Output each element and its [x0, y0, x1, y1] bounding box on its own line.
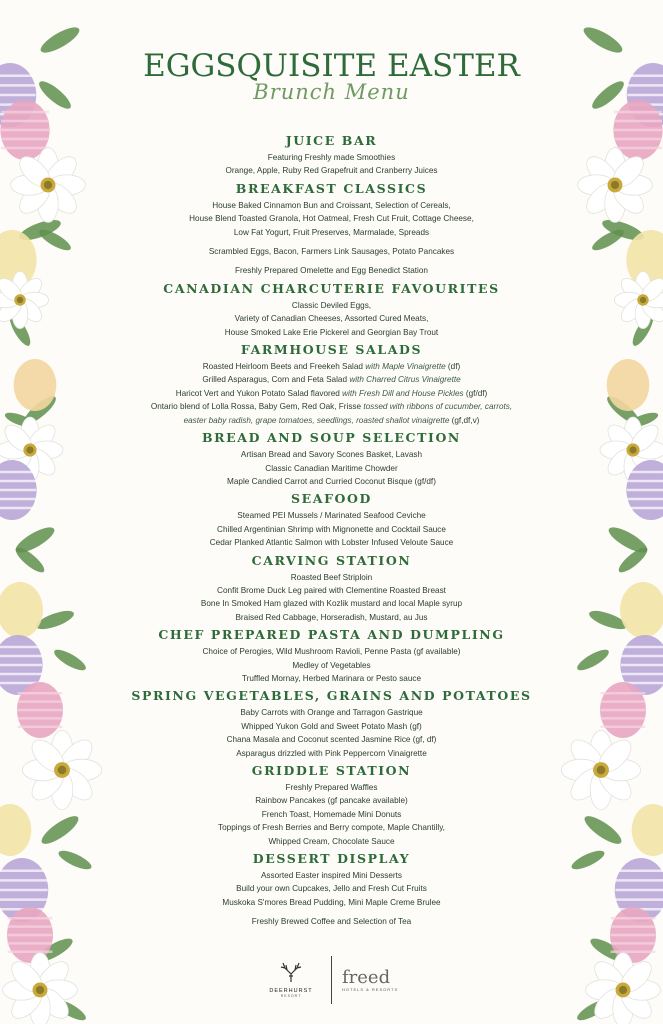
item-text: Muskoka S'mores Bread Pudding, Mini Maple Creme Brulee	[222, 897, 441, 907]
item-text: (df)	[445, 362, 461, 372]
easter-egg-icon	[17, 682, 63, 738]
menu-section	[130, 763, 533, 848]
white-flower-icon	[561, 730, 640, 809]
logo-divider	[331, 956, 332, 1004]
freed-name: freed	[342, 966, 391, 988]
item-text: Maple Candied Carrot and Curried Coconut Bisque (gf/df)	[227, 476, 436, 486]
menu-item	[130, 611, 533, 624]
item-text: Whipped Cream, Chocolate Sauce	[268, 836, 395, 846]
menu-title: EGGSQUISITE EASTER	[143, 48, 520, 84]
white-flower-icon	[11, 148, 86, 223]
menu-body	[130, 130, 533, 929]
freed-sub: HOTELS & RESORTS	[342, 986, 399, 992]
menu-section	[130, 851, 533, 929]
menu-item	[130, 835, 533, 848]
menu-item	[130, 326, 533, 339]
menu-item	[130, 448, 533, 461]
item-text: House Baked Cinnamon Bun and Croissant, Selection of Cereals,	[212, 200, 451, 210]
menu-item	[130, 706, 533, 719]
item-text: Asparagus drizzled with Pink Peppercorn Vinaigrette	[236, 748, 427, 758]
leaf-icon	[52, 646, 89, 674]
leaf-icon	[38, 812, 82, 849]
item-text: Rainbow Pancakes (gf pancake available)	[255, 796, 408, 806]
menu-item	[130, 400, 533, 413]
menu-item	[130, 896, 533, 909]
item-text: Chilled Argentinian Shrimp with Mignonette and Cocktail Sauce	[217, 524, 446, 534]
easter-egg-icon	[14, 359, 57, 411]
menu-item	[130, 264, 533, 277]
menu-section	[130, 133, 533, 178]
freed-logo	[342, 966, 402, 992]
easter-egg-icon	[0, 582, 43, 638]
item-description: with Charred Citrus Vinaigrette	[349, 375, 461, 385]
menu-item	[130, 571, 533, 584]
item-text: Baby Carrots with Orange and Tarragon Gastrique	[240, 708, 423, 718]
item-text: Artisan Bread and Savory Scones Basket, Lavash	[240, 450, 423, 460]
item-text: Roasted Heirloom Beets and Freekeh Salad	[202, 362, 366, 372]
leaf-icon	[575, 646, 612, 674]
menu-item	[130, 794, 533, 807]
item-text: (gf,df,v)	[449, 415, 480, 425]
menu-section	[130, 553, 533, 625]
deerhurst-logo	[261, 962, 321, 998]
item-text: Assorted Easter inspired Mini Desserts	[260, 871, 403, 881]
menu-item	[130, 312, 533, 325]
item-text: (gf/df)	[463, 388, 488, 398]
item-text: Variety of Canadian Cheeses, Assorted Cured Meats,	[234, 314, 429, 324]
item-text: Bone In Smoked Ham glazed with Kozlik mustard and local Maple syrup	[200, 599, 463, 609]
item-text: Truffled Mornay, Herbed Marinara or Pesto sauce	[241, 673, 422, 683]
menu-item	[130, 509, 533, 522]
item-text: Classic Deviled Eggs,	[291, 300, 372, 310]
section-title: CANADIAN CHARCUTERIE FAVOURITES	[163, 280, 500, 296]
menu-section	[130, 430, 533, 488]
item-text: Orange, Apple, Ruby Red Grapefruit and Cranberry Juices	[225, 166, 438, 176]
item-text: House Smoked Lake Erie Pickerel and Georgian Bay Trout	[224, 327, 439, 337]
menu-item	[130, 645, 533, 658]
menu-item	[130, 199, 533, 212]
item-text: Classic Canadian Maritime Chowder	[265, 463, 398, 473]
item-text: Steamed PEI Mussels / Marinated Seafood Ceviche	[237, 511, 426, 521]
menu-item	[130, 299, 533, 312]
menu-item	[130, 151, 533, 164]
section-title: DESSERT DISPLAY	[252, 851, 411, 867]
menu-item	[130, 821, 533, 834]
menu-item	[130, 882, 533, 895]
item-text: Choice of Perogies, Wild Mushroom Ravioli, Penne Pasta (gf available)	[202, 647, 461, 657]
easter-egg-icon	[632, 804, 663, 856]
deerhurst-sub: RESORT	[280, 994, 302, 998]
section-title: SPRING VEGETABLES, GRAINS AND POTATOES	[131, 688, 532, 704]
menu-item	[130, 212, 533, 225]
item-text: House Blend Toasted Granola, Hot Oatmeal, Fresh Cut Fruit, Cottage Cheese,	[189, 214, 474, 224]
menu-item	[130, 245, 533, 258]
right-floral-border	[543, 0, 663, 1024]
item-text: Featuring Freshly made Smoothies	[267, 153, 396, 162]
menu-section	[130, 281, 533, 339]
menu-section	[130, 181, 533, 278]
item-text: French Toast, Homemade Mini Donuts	[261, 809, 402, 819]
item-text: Whipped Yukon Gold and Sweet Potato Mash (gf)	[241, 721, 422, 731]
menu-section	[130, 627, 533, 685]
easter-egg-icon	[0, 804, 31, 856]
easter-egg-icon	[600, 682, 646, 738]
section-title: BREAD AND SOUP SELECTION	[202, 430, 461, 446]
item-text: Ontario blend of Lolla Rossa, Baby Gem, Red Oak, Frisse	[150, 402, 364, 412]
item-text: Grilled Asparagus, Corn and Feta Salad	[202, 375, 350, 385]
item-text: Toppings of Fresh Berries and Berry compote, Maple Chantilly,	[218, 823, 445, 833]
leaf-icon	[56, 847, 93, 873]
menu-item	[130, 523, 533, 536]
menu-item	[130, 164, 533, 177]
item-text: Cedar Planked Atlantic Salmon with Lobster Infused Veloute Sauce	[209, 538, 454, 548]
menu-item	[130, 659, 533, 672]
menu-item	[130, 226, 533, 239]
menu-section	[130, 688, 533, 760]
item-text: Haricot Vert and Yukon Potato Salad flavored	[175, 388, 343, 398]
menu-item	[130, 597, 533, 610]
item-text: Medley of Vegetables	[292, 660, 371, 670]
item-text: Confit Brome Duck Leg paired with Clementine Roasted Breast	[217, 585, 446, 595]
deer-antler-icon	[278, 962, 304, 984]
item-description: with Fresh Dill and House Pickles	[342, 388, 464, 398]
item-description: tossed with ribbons of cucumber, carrots,	[363, 402, 513, 412]
menu-item	[130, 869, 533, 882]
leaf-icon	[569, 847, 606, 873]
white-flower-icon	[0, 271, 49, 328]
footer-logos	[0, 958, 663, 1002]
item-text: Build your own Cupcakes, Jello and Fresh Cut Fruits	[236, 884, 427, 894]
menu-item	[130, 360, 533, 373]
section-title: FARMHOUSE SALADS	[240, 342, 423, 358]
section-title: SEAFOOD	[291, 491, 372, 507]
easter-egg-icon	[607, 359, 650, 411]
white-flower-icon	[614, 271, 663, 328]
menu-item	[130, 915, 533, 928]
item-text: Braised Red Cabbage, Horseradish, Mustard, au Jus	[235, 612, 428, 622]
menu-item	[130, 387, 533, 400]
menu-item	[130, 720, 533, 733]
item-description: easter baby radish, grape tomatoes, seedlings, roasted shallot vinaigrette	[183, 415, 450, 425]
menu-item	[130, 373, 533, 386]
easter-egg-icon	[7, 907, 53, 963]
item-text: Roasted Beef Striploin	[290, 572, 373, 582]
menu-section	[130, 491, 533, 549]
menu-item	[130, 733, 533, 746]
menu-item	[130, 462, 533, 475]
menu-item	[130, 536, 533, 549]
menu-item	[130, 747, 533, 760]
deerhurst-name: DEERHURST	[269, 988, 313, 994]
menu-item	[130, 808, 533, 821]
item-text: Freshly Prepared Omelette and Egg Benedict Station	[235, 266, 428, 276]
section-title: CARVING STATION	[251, 552, 412, 568]
section-title: GRIDDLE STATION	[251, 763, 412, 778]
menu-subtitle: Brunch Menu	[253, 80, 410, 104]
easter-egg-icon	[620, 582, 663, 638]
white-flower-icon	[578, 148, 653, 223]
item-text: Chana Masala and Coconut scented Jasmine Rice (gf, df)	[226, 735, 437, 745]
section-title: JUICE BAR	[285, 133, 378, 148]
menu-item	[130, 672, 533, 685]
item-description: with Maple Vinaigrette	[365, 362, 446, 372]
section-title: CHEF PREPARED PASTA AND DUMPLING	[158, 627, 505, 643]
menu-item	[130, 414, 533, 427]
white-flower-icon	[22, 730, 101, 809]
item-text: Scrambled Eggs, Bacon, Farmers Link Sausages, Potato Pancakes	[208, 247, 455, 257]
menu-item	[130, 475, 533, 488]
item-text: Freshly Prepared Waffles	[285, 783, 378, 792]
menu-section	[130, 342, 533, 427]
leaf-icon	[581, 812, 625, 849]
left-floral-border	[0, 0, 120, 1024]
easter-egg-icon	[610, 907, 656, 963]
menu-item	[130, 584, 533, 597]
section-title: BREAKFAST CLASSICS	[235, 180, 428, 196]
item-text: Low Fat Yogurt, Fruit Preserves, Marmalade, Spreads	[233, 227, 430, 237]
item-text: Freshly Brewed Coffee and Selection of Tea	[251, 917, 412, 927]
menu-item	[130, 781, 533, 794]
